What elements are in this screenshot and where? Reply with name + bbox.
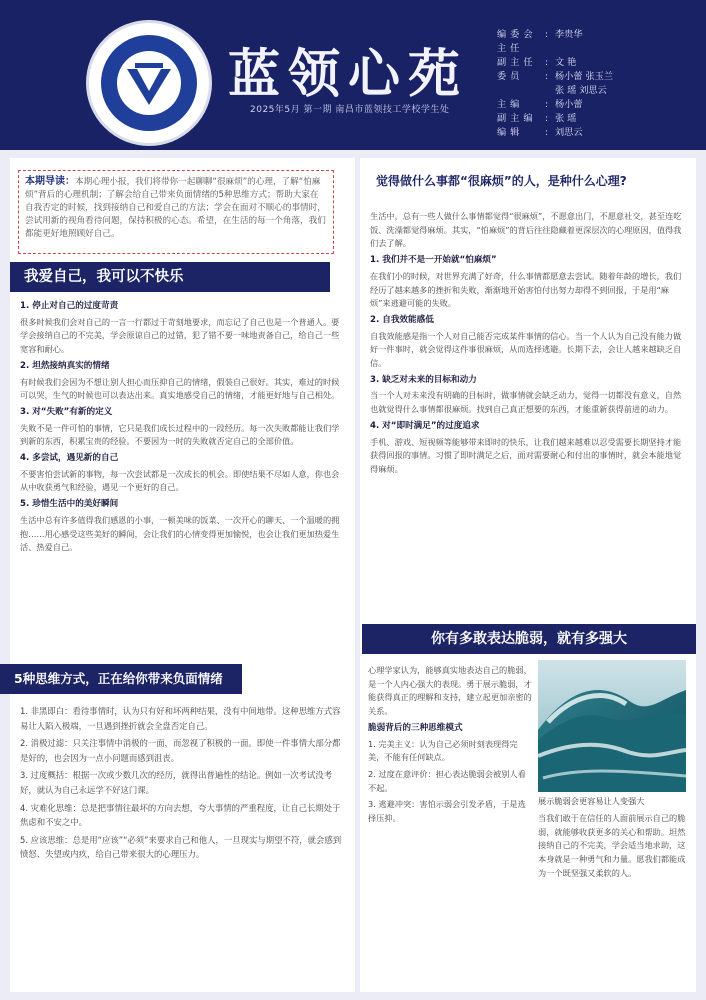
section-c-body (370, 210, 688, 612)
staff-name: 杨小蕾 (555, 99, 583, 110)
section-d-intro: 心理学家认为，能够真实地表达自己的脆弱，是一个人内心强大的表现。勇于展示脆弱，才能获得真正的理解和支持，建立起更加亲密的关系。 (368, 665, 532, 717)
staff-role: 编辑 (497, 127, 524, 138)
staff-row (497, 70, 697, 84)
staff-name: 刘思云 (555, 127, 583, 138)
staff-separator: : (545, 99, 549, 110)
staff-row (497, 112, 697, 126)
staff-role: 副主任 (497, 57, 537, 68)
staff-role: 编委会主任 (497, 29, 537, 54)
staff-row (497, 56, 697, 70)
editorial-staff (497, 28, 697, 140)
list-item: 3. 过度概括：根据一次或少数几次的经历，就得出普遍性的结论。例如一次考试没考好，就认为自己永远学不好这门课。 (20, 770, 333, 795)
item-text: 失败不是一件可怕的事情，它只是我们成长过程中的一段经历。每一次失败都能让我们学到新的东西，积累宝贵的经验。不要因为一时的失败就否定自己的全部价值。 (20, 422, 340, 447)
staff-row (497, 28, 697, 56)
section-d-body (368, 664, 532, 986)
item-text: 不要害怕尝试新的事物，每一次尝试都是一次成长的机会。即使结果不尽如人意，你也会从中收获勇气和经验，遇见一个更好的自己。 (20, 468, 340, 493)
item-text: 有时候我们会因为不想让别人担心而压抑自己的情绪，假装自己很好。其实，难过的时候可以哭，生气的时候也可以表达出来。真实地感受自己的情绪，才能更好地与自己相处。 (20, 376, 340, 401)
masthead-header (0, 0, 706, 150)
masthead-title: 蓝领心苑 (228, 44, 469, 105)
list-item: 3. 逃避冲突：害怕示弱会引发矛盾，于是选择压抑。 (368, 799, 526, 824)
item-heading: 2. 自我效能感低 (370, 314, 434, 325)
staff-row (497, 84, 697, 98)
staff-name: 张 瑶 刘思云 (555, 85, 607, 96)
item-text: 自我效能感是指一个人对自己能否完成某件事情的信心。当一个人认为自己没有能力做好一件事时，就会觉得这件事很麻烦，从而选择逃避。长期下去，会让人越来越缺乏自信。 (370, 330, 682, 369)
issue-line: 2025年5月 第一期 南昌市蓝领技工学校学生处 (250, 105, 450, 115)
section-d-banner: 你有多敢表达脆弱，就有多强大 (362, 624, 696, 654)
item-text: 手机、游戏、短视频等能够带来即时的快乐，让我们越来越难以忍受需要长期坚持才能获得回报的事情。习惯了即时满足之后，面对需要耐心和付出的事情时，就会本能地觉得麻烦。 (370, 436, 682, 474)
item-heading: 1. 我们并不是一开始就“怕麻烦” (370, 255, 497, 266)
item-heading: 1. 停止对自己的过度苛责 (20, 301, 119, 311)
staff-role: 副主编 (497, 113, 537, 124)
section-c-title: 觉得做什么事都“很麻烦”的人，是种什么心理? (376, 174, 627, 188)
staff-name: 张 瑶 (555, 113, 577, 124)
list-item: 1. 非黑即白：看待事情时，认为只有好和坏两种结果，没有中间地带。这种思维方式容易让人陷入极端，一旦遇到挫折就会全盘否定自己。 (20, 706, 341, 731)
section-d-subheading: 脆弱背后的三种思维模式 (368, 722, 463, 733)
staff-separator (545, 84, 555, 98)
staff-role: 委员 (497, 71, 524, 82)
list-item: 2. 过度在意评价：担心表达脆弱会被别人看不起。 (368, 768, 526, 793)
staff-separator: : (545, 71, 549, 82)
item-heading: 3. 对“失败”有新的定义 (20, 406, 113, 417)
section-e-text: 当我们敢于在信任的人面前展示自己的脆弱，就能够收获更多的关心和帮助。坦然接纳自己的不完美，学会适当地求助，这本身就是一种勇气和力量。愿我们都能成为一个既坚强又柔软的人。 (538, 813, 686, 878)
item-text: 生活中总有许多值得我们感恩的小事，一顿美味的饭菜、一次开心的聊天、一个温暖的拥抱……用心感受这些美好的瞬间，会让我们的心情变得更加愉悦，也会让我们更加热爱生活、热爱自己。 (20, 514, 340, 553)
ocean-wave-image (538, 660, 686, 792)
staff-separator: : (545, 113, 549, 124)
section-c-intro: 生活中，总有一些人做什么事情都觉得“很麻烦”，不愿意出门，不愿意社交，甚至连吃饭、洗澡都觉得麻烦。其实，“怕麻烦”的背后往往隐藏着更深层次的心理原因，值得我们去了解。 (370, 211, 682, 249)
section-a-banner: 我爱自己，我可以不快乐 (10, 262, 330, 292)
staff-separator: : (545, 29, 549, 40)
list-item: 1. 完美主义：认为自己必须时刻表现得完美，不能有任何缺点。 (368, 738, 518, 763)
staff-separator: : (545, 127, 549, 138)
school-emblem-icon (101, 35, 197, 131)
item-heading: 5. 珍惜生活中的美好瞬间 (20, 499, 119, 510)
item-text: 当一个人对未来没有明确的目标时，做事情就会缺乏动力，觉得一切都没有意义，自然也就觉得什么事情都很麻烦。找到自己真正想要的东西，才能重新获得前进的动力。 (370, 390, 682, 415)
staff-separator: : (545, 57, 549, 68)
wave-caption: 展示脆弱会更容易让人变强大 (538, 796, 645, 806)
section-b-banner: 5种思维方式，正在给你带来负面情绪 (0, 664, 242, 694)
intro-label: 本期导读： (25, 176, 75, 187)
item-heading: 4. 对“即时满足”的过度追求 (370, 420, 480, 431)
list-item: 4. 灾难化思维：总是把事情往最坏的方向去想，夸大事情的严重程度，让自己长期处于焦虑和不安之中。 (20, 802, 341, 828)
staff-role (497, 84, 545, 98)
item-heading: 2. 坦然接纳真实的情绪 (20, 360, 110, 371)
staff-name: 李贵华 (555, 29, 583, 40)
staff-row (497, 126, 697, 140)
item-text: 在我们小的时候，对世界充满了好奇，什么事情都愿意去尝试。随着年龄的增长，我们经历了越来越多的挫折和失败，渐渐地开始害怕付出努力却得不到回报，于是用“麻烦”来逃避可能的失败。 (370, 270, 682, 309)
item-text: 很多时候我们会对自己的一言一行都过于苛刻地要求，而忘记了自己也是一个普通人。要学会接纳自己的不完美，学会原谅自己的过错，犯了错不要一味地责备自己，给自己一些宽容和耐心。 (20, 316, 340, 355)
staff-name: 文 艳 (555, 57, 577, 68)
staff-row (497, 98, 697, 112)
list-item: 5. 应该思维：总是用“应该”“必须”来要求自己和他人，一旦现实与期望不符，就会感到愤怒、失望或内疚，给自己带来很大的心理压力。 (20, 834, 342, 860)
list-item: 2. 消极过滤：只关注事情中消极的一面，而忽视了积极的一面。即使一件事情大部分都是好的，也会因为一点小问题而感到沮丧。 (20, 738, 341, 763)
school-logo (86, 20, 212, 146)
section-b-body (20, 704, 346, 992)
intro-guide-box (18, 170, 334, 254)
intro-text: 本期心理小报，我们将带你一起聊聊“很麻烦”的心理，了解“怕麻烦”背后的心理机制；了解会给自己带来负面情绪的5种思维方式；帮助大家在自我否定的时候，找到接纳自己和爱自己的方法；学会在面对不顺心的事情时，尝试用新的视角看待问题，保持积极的心态。希望，在生活的每一个角落，我们都能更好地照顾好自己。 (25, 177, 326, 239)
item-heading: 4. 多尝试，遇见新的自己 (20, 453, 119, 464)
section-e-body (538, 812, 690, 988)
staff-role: 主编 (497, 99, 524, 110)
staff-name: 杨小蕾 张玉兰 (555, 71, 614, 82)
item-heading: 3. 缺乏对未来的目标和动力 (370, 374, 477, 385)
section-a-body (20, 298, 346, 658)
